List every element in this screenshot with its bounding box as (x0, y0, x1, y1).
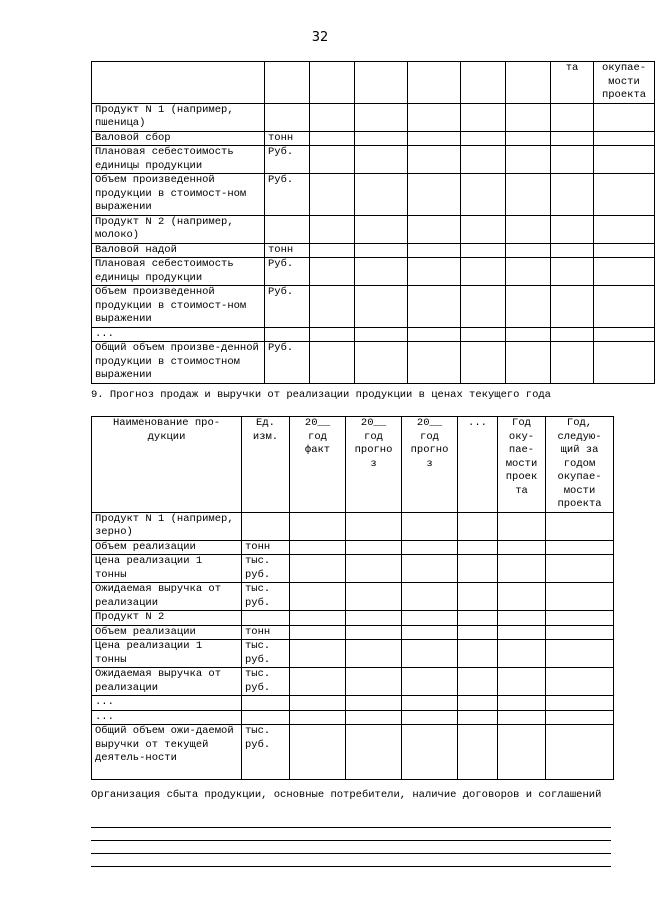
header-cell: 20__ год факт (290, 417, 346, 513)
row-label: Продукт N 1 (например, пшеница) (92, 103, 265, 131)
value-cell (546, 625, 614, 640)
value-cell (458, 668, 498, 696)
value-cell (346, 611, 402, 626)
value-cell (546, 696, 614, 711)
unit-cell: Руб. (265, 146, 310, 174)
unit-cell: Руб. (265, 342, 310, 384)
value-cell (290, 512, 346, 540)
table-row (92, 583, 614, 611)
value-cell (310, 174, 355, 216)
value-cell (498, 710, 546, 725)
value-cell (506, 243, 551, 258)
value-cell (346, 512, 402, 540)
row-label: Объем реализации (92, 540, 242, 555)
value-cell (546, 512, 614, 540)
header-cell (265, 62, 310, 104)
value-cell (355, 258, 408, 286)
header-cell: Год, следую-щий за годом окупае-мости проекта (546, 417, 614, 513)
row-label: Продукт N 2 (например, молоко) (92, 215, 265, 243)
unit-cell: тыс. руб. (242, 640, 290, 668)
value-cell (408, 327, 461, 342)
value-cell (346, 725, 402, 780)
value-cell (506, 286, 551, 328)
table-row (92, 710, 614, 725)
unit-cell (265, 327, 310, 342)
table-row (92, 327, 655, 342)
value-cell (310, 131, 355, 146)
value-cell (408, 215, 461, 243)
header-cell (355, 62, 408, 104)
value-cell (551, 286, 594, 328)
value-cell (498, 555, 546, 583)
value-cell (290, 625, 346, 640)
value-cell (402, 696, 458, 711)
table-row (92, 286, 655, 328)
value-cell (594, 146, 655, 174)
sales-forecast-table (91, 416, 614, 780)
header-cell: Ед. изм. (242, 417, 290, 513)
value-cell (310, 146, 355, 174)
value-cell (402, 512, 458, 540)
value-cell (498, 696, 546, 711)
value-cell (506, 131, 551, 146)
value-cell (506, 103, 551, 131)
value-cell (408, 103, 461, 131)
value-cell (546, 540, 614, 555)
value-cell (458, 611, 498, 626)
value-cell (355, 327, 408, 342)
value-cell (551, 342, 594, 384)
value-cell (402, 611, 458, 626)
value-cell (355, 174, 408, 216)
row-label: Цена реализации 1 тонны (92, 555, 242, 583)
row-label: Объем произведенной продукции в стоимост-ном выражении (92, 286, 265, 328)
unit-cell (265, 103, 310, 131)
table-row (92, 103, 655, 131)
value-cell (408, 131, 461, 146)
value-cell (408, 243, 461, 258)
unit-cell (242, 611, 290, 626)
value-cell (310, 243, 355, 258)
value-cell (402, 555, 458, 583)
value-cell (458, 583, 498, 611)
table-row (92, 625, 614, 640)
table-row (92, 146, 655, 174)
row-label: Ожидаемая выручка от реализации (92, 583, 242, 611)
table-row (92, 611, 614, 626)
value-cell (402, 725, 458, 780)
value-cell (458, 512, 498, 540)
value-cell (546, 611, 614, 626)
value-cell (594, 258, 655, 286)
value-cell (506, 258, 551, 286)
table-row (92, 696, 614, 711)
value-cell (408, 146, 461, 174)
row-label: Общий объем ожи-даемой выручки от текущей деятель-ности (92, 725, 242, 780)
table-row (92, 640, 614, 668)
value-cell (498, 725, 546, 780)
section-9-title: 9. Прогноз продаж и выручки от реализации продукции в ценах текущего года (91, 389, 551, 401)
table-row (92, 540, 614, 555)
value-cell (458, 555, 498, 583)
value-cell (461, 215, 506, 243)
value-cell (594, 327, 655, 342)
value-cell (408, 286, 461, 328)
value-cell (546, 583, 614, 611)
header-cell (408, 62, 461, 104)
header-cell: Наименование про-дукции (92, 417, 242, 513)
table-header-row (92, 417, 614, 513)
header-cell: окупае-мости проекта (594, 62, 655, 104)
value-cell (290, 668, 346, 696)
value-cell (355, 342, 408, 384)
value-cell (551, 174, 594, 216)
row-label: Ожидаемая выручка от реализации (92, 668, 242, 696)
value-cell (551, 258, 594, 286)
value-cell (355, 146, 408, 174)
row-label: Продукт N 1 (например, зерно) (92, 512, 242, 540)
table-row (92, 215, 655, 243)
value-cell (461, 174, 506, 216)
header-cell: Год оку-пае-мости проек та (498, 417, 546, 513)
value-cell (310, 342, 355, 384)
value-cell (346, 540, 402, 555)
header-cell: 20__ год прогно з (402, 417, 458, 513)
value-cell (458, 696, 498, 711)
value-cell (461, 327, 506, 342)
table-header-row (92, 62, 655, 104)
value-cell (461, 342, 506, 384)
unit-cell: тыс. руб. (242, 583, 290, 611)
value-cell (346, 696, 402, 711)
value-cell (551, 103, 594, 131)
value-cell (458, 710, 498, 725)
value-cell (546, 725, 614, 780)
value-cell (551, 243, 594, 258)
answer-line (91, 853, 611, 854)
value-cell (461, 258, 506, 286)
value-cell (461, 131, 506, 146)
value-cell (290, 540, 346, 555)
value-cell (498, 640, 546, 668)
row-label: Плановая себестоимость единицы продукции (92, 146, 265, 174)
row-label: Валовой сбор (92, 131, 265, 146)
value-cell (498, 668, 546, 696)
value-cell (594, 174, 655, 216)
value-cell (594, 342, 655, 384)
value-cell (458, 640, 498, 668)
value-cell (461, 243, 506, 258)
unit-cell: Руб. (265, 174, 310, 216)
value-cell (346, 710, 402, 725)
row-label: Объем произведенной продукции в стоимост-ном выражении (92, 174, 265, 216)
value-cell (594, 103, 655, 131)
value-cell (594, 215, 655, 243)
value-cell (355, 243, 408, 258)
value-cell (498, 512, 546, 540)
value-cell (310, 215, 355, 243)
unit-cell (242, 512, 290, 540)
value-cell (498, 625, 546, 640)
production-table (91, 61, 655, 384)
value-cell (346, 640, 402, 668)
row-label: Валовой надой (92, 243, 265, 258)
value-cell (290, 583, 346, 611)
table-row (92, 725, 614, 780)
table-row (92, 243, 655, 258)
value-cell (346, 583, 402, 611)
table-row (92, 131, 655, 146)
value-cell (402, 625, 458, 640)
value-cell (290, 725, 346, 780)
unit-cell: тонн (242, 625, 290, 640)
value-cell (346, 625, 402, 640)
table-row (92, 555, 614, 583)
header-cell: 20__ год прогно з (346, 417, 402, 513)
value-cell (546, 555, 614, 583)
value-cell (506, 146, 551, 174)
value-cell (355, 103, 408, 131)
row-label: ... (92, 710, 242, 725)
row-label: ... (92, 696, 242, 711)
row-label: Объем реализации (92, 625, 242, 640)
value-cell (458, 540, 498, 555)
value-cell (290, 611, 346, 626)
value-cell (498, 611, 546, 626)
value-cell (461, 103, 506, 131)
unit-cell: тыс. руб. (242, 725, 290, 780)
value-cell (506, 342, 551, 384)
value-cell (551, 146, 594, 174)
row-label: Продукт N 2 (92, 611, 242, 626)
unit-cell: тыс. руб. (242, 555, 290, 583)
value-cell (551, 327, 594, 342)
value-cell (355, 286, 408, 328)
value-cell (402, 668, 458, 696)
value-cell (546, 668, 614, 696)
value-cell (594, 243, 655, 258)
row-label: Плановая себестоимость единицы продукции (92, 258, 265, 286)
value-cell (310, 103, 355, 131)
value-cell (346, 555, 402, 583)
value-cell (310, 327, 355, 342)
value-cell (310, 286, 355, 328)
unit-cell: тыс. руб. (242, 668, 290, 696)
table-row (92, 258, 655, 286)
page-number: 32 (311, 30, 329, 45)
value-cell (546, 710, 614, 725)
value-cell (402, 583, 458, 611)
unit-cell: тонн (242, 540, 290, 555)
header-cell: ... (458, 417, 498, 513)
table-row (92, 668, 614, 696)
answer-line (91, 827, 611, 828)
value-cell (551, 215, 594, 243)
value-cell (402, 540, 458, 555)
unit-cell: Руб. (265, 286, 310, 328)
value-cell (594, 131, 655, 146)
table-row (92, 342, 655, 384)
value-cell (461, 146, 506, 174)
value-cell (402, 710, 458, 725)
header-cell (461, 62, 506, 104)
row-label: Цена реализации 1 тонны (92, 640, 242, 668)
value-cell (290, 555, 346, 583)
value-cell (506, 327, 551, 342)
value-cell (498, 540, 546, 555)
value-cell (458, 725, 498, 780)
value-cell (290, 710, 346, 725)
header-cell: та (551, 62, 594, 104)
value-cell (458, 625, 498, 640)
row-label: Общий объем произве-денной продукции в стоимостном выражении (92, 342, 265, 384)
value-cell (498, 583, 546, 611)
value-cell (346, 668, 402, 696)
value-cell (355, 215, 408, 243)
header-cell (506, 62, 551, 104)
value-cell (506, 174, 551, 216)
value-cell (506, 215, 551, 243)
unit-cell (242, 710, 290, 725)
value-cell (408, 258, 461, 286)
unit-cell (242, 696, 290, 711)
value-cell (546, 640, 614, 668)
unit-cell: тонн (265, 243, 310, 258)
answer-line (91, 840, 611, 841)
header-cell (310, 62, 355, 104)
value-cell (551, 131, 594, 146)
table-row (92, 174, 655, 216)
header-cell (92, 62, 265, 104)
value-cell (408, 174, 461, 216)
value-cell (290, 640, 346, 668)
answer-line (91, 866, 611, 867)
value-cell (355, 131, 408, 146)
value-cell (461, 286, 506, 328)
unit-cell (265, 215, 310, 243)
sales-organization-text: Организация сбыта продукции, основные потребители, наличие договоров и соглашений (91, 789, 602, 801)
value-cell (310, 258, 355, 286)
value-cell (408, 342, 461, 384)
row-label: ... (92, 327, 265, 342)
value-cell (402, 640, 458, 668)
value-cell (594, 286, 655, 328)
unit-cell: тонн (265, 131, 310, 146)
value-cell (290, 696, 346, 711)
table-row (92, 512, 614, 540)
unit-cell: Руб. (265, 258, 310, 286)
